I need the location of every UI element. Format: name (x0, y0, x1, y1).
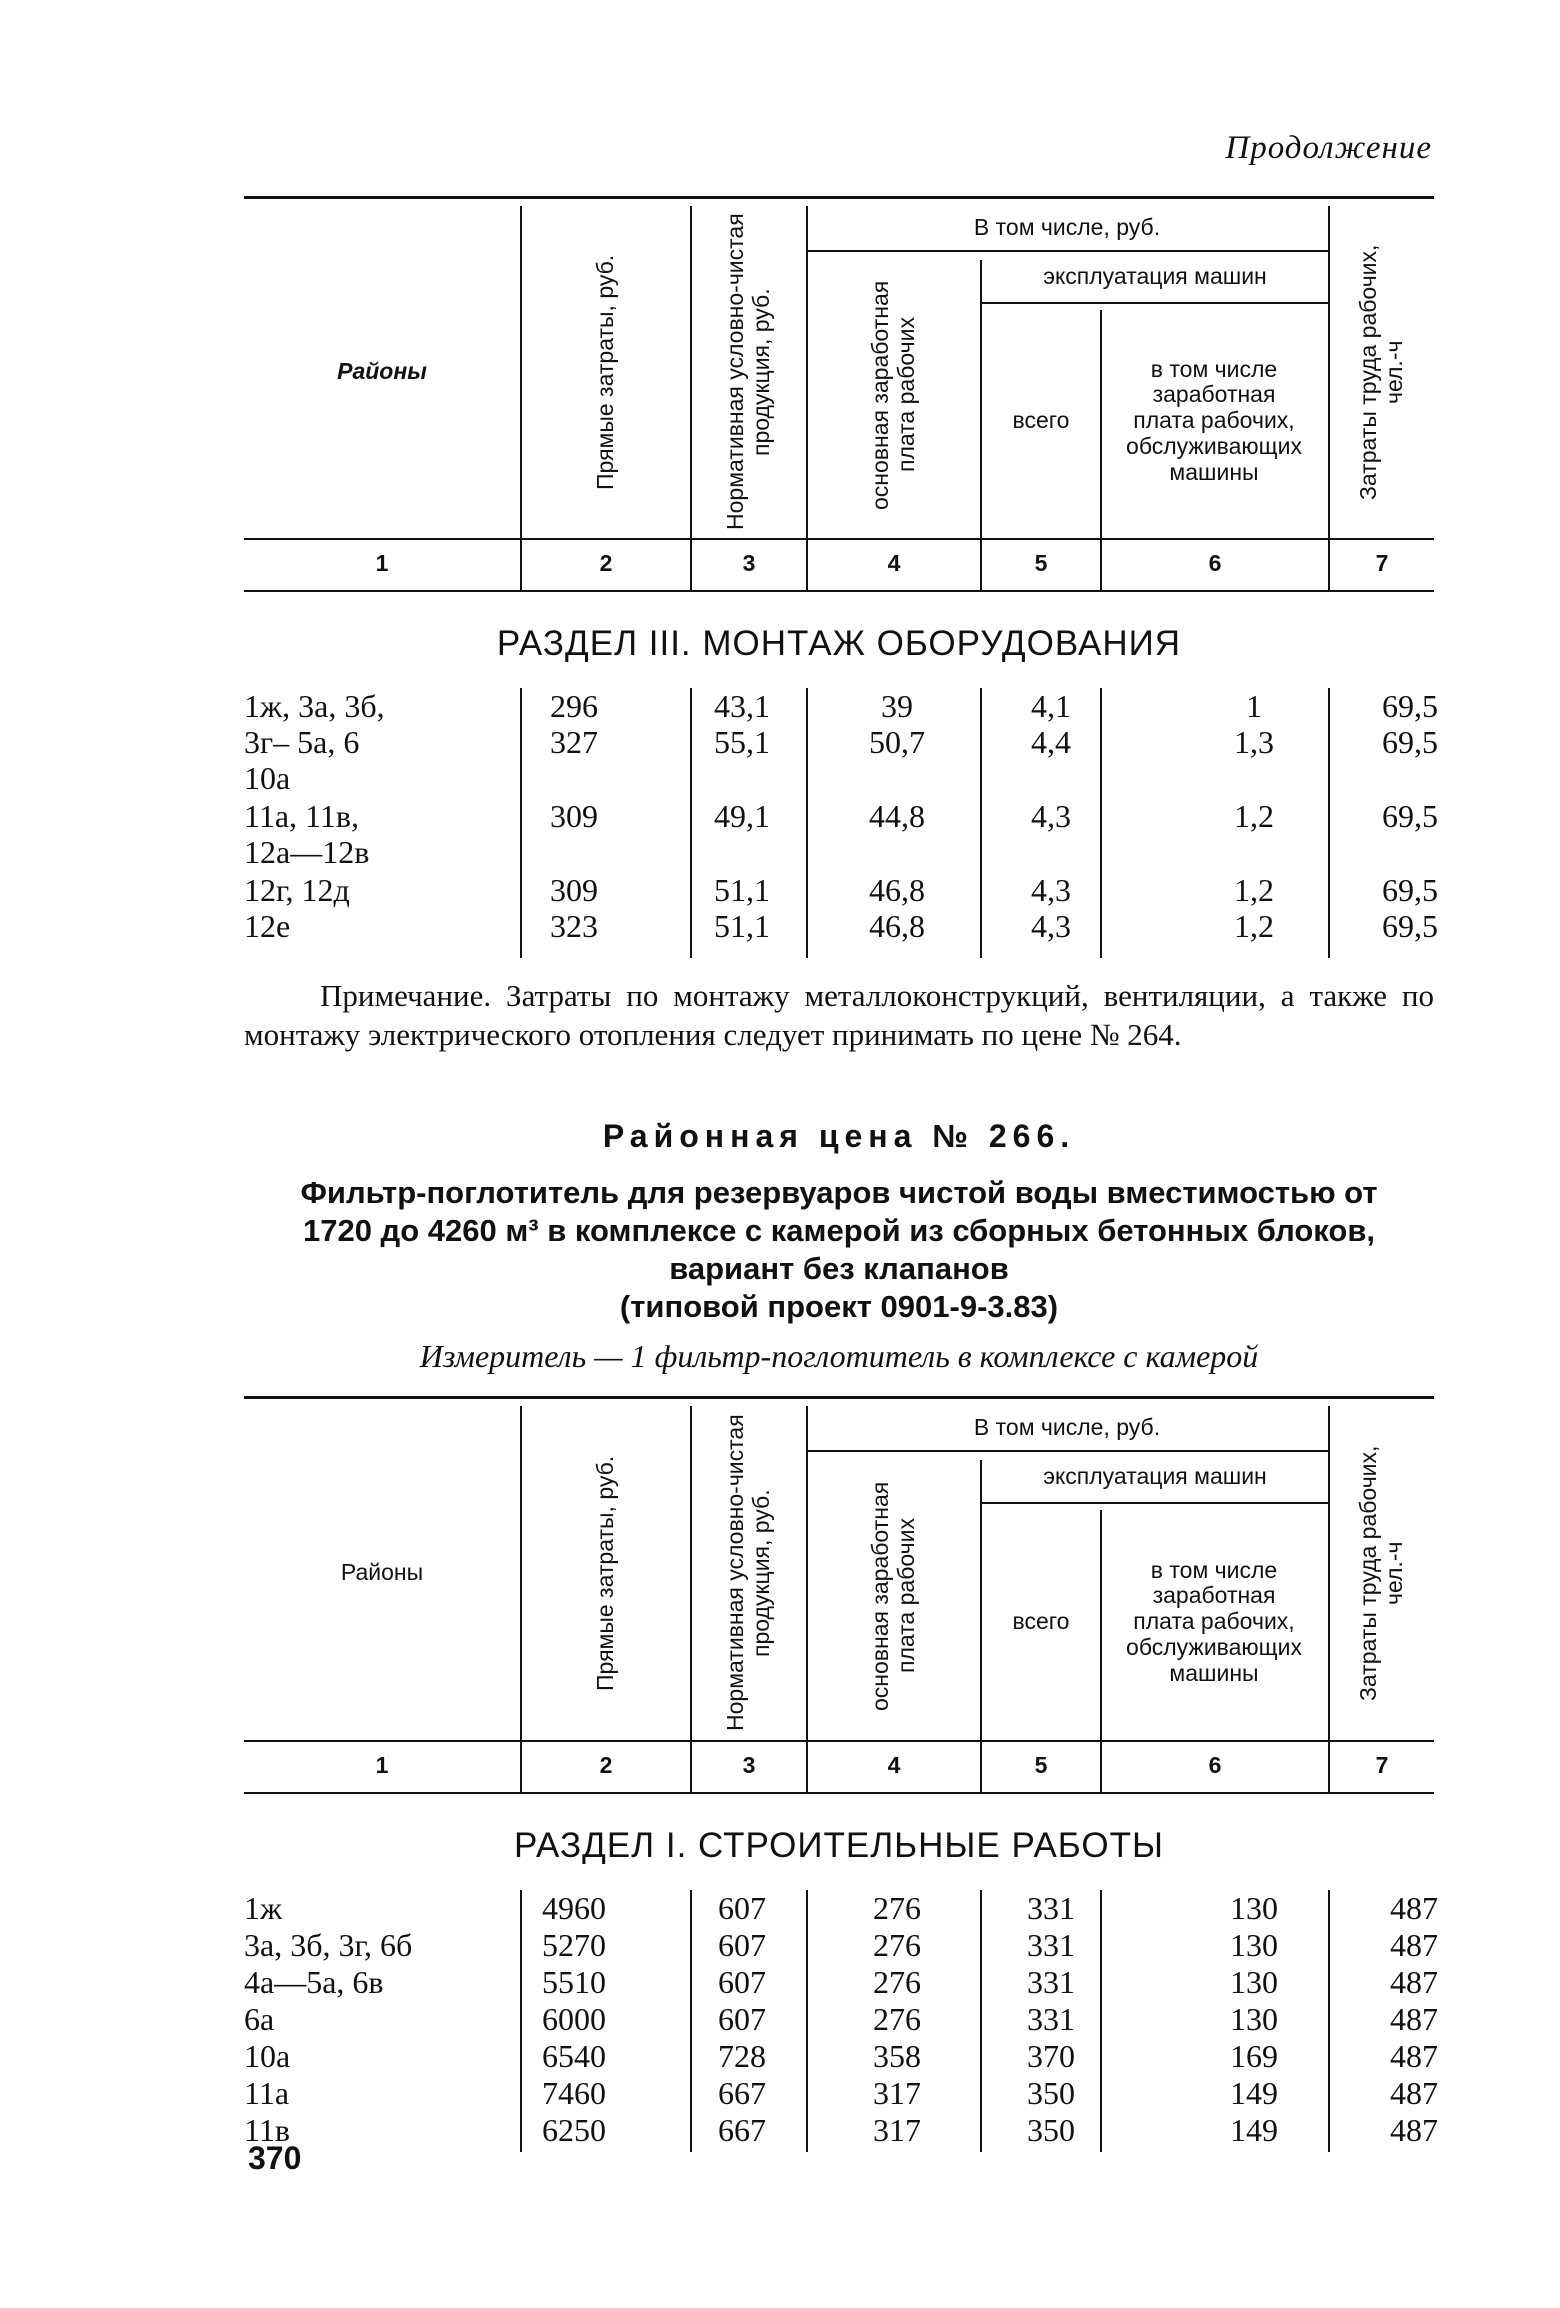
wages-cell: 46,8 (869, 872, 925, 908)
net-product-cell: 667 (718, 2075, 766, 2111)
header-total: всего (1012, 1608, 1070, 1635)
col-number: 2 (599, 1752, 613, 1778)
header-direct-costs-cell (522, 206, 690, 538)
machine-wages-cell: 1,2 (1234, 908, 1274, 944)
header-total: всего (1012, 407, 1070, 434)
section-title-2: РАЗДЕЛ I. СТРОИТЕЛЬНЫЕ РАБОТЫ (514, 1826, 1164, 1865)
district-cell: 4а—5а, 6в (244, 1964, 384, 2000)
district-cell: 10а (244, 2038, 291, 2074)
price-title-line: вариант без клапанов (669, 1251, 1009, 1286)
header-labor: Затраты труда рабочих, чел.-ч (1355, 244, 1407, 500)
direct-costs-cell: 5270 (542, 1927, 606, 1963)
machine-wages-cell: 130 (1230, 1964, 1278, 2000)
page-number: 370 (248, 2140, 302, 2176)
col-number: 4 (887, 550, 901, 576)
net-product-cell: 55,1 (714, 724, 770, 760)
table-row (244, 2038, 1438, 2076)
labor-cell: 487 (1390, 2075, 1438, 2111)
district-cell: 12а—12в (244, 834, 370, 870)
net-product-cell: 607 (718, 1964, 766, 2000)
direct-costs-cell: 323 (550, 908, 598, 944)
net-product-cell: 607 (718, 1927, 766, 1963)
col-number: 6 (1208, 550, 1222, 576)
wages-cell: 276 (873, 1927, 921, 1963)
col-number: 7 (1375, 550, 1389, 576)
header-labor: Затраты труда рабочих, чел.-ч (1355, 1445, 1407, 1701)
col-divider (1100, 1510, 1102, 1792)
district-cell: 6а (244, 2001, 275, 2037)
machine-wages-cell: 149 (1230, 2112, 1278, 2148)
labor-cell: 69,5 (1382, 688, 1438, 724)
machines-total-cell: 4,1 (1031, 688, 1071, 724)
measure-unit: Измеритель — 1 фильтр-поглотитель в комплексе с камерой (419, 1338, 1259, 1374)
price-title-line: (типовой проект 0901-9-3.83) (619, 1289, 1059, 1324)
col-number: 2 (599, 550, 613, 576)
table-row (244, 1927, 1438, 1965)
header-wages: основная заработная плата рабочих (867, 1481, 919, 1711)
header-mid-rule (244, 538, 1434, 540)
table-row (244, 2001, 1438, 2039)
header-direct-costs-cell (522, 1406, 690, 1740)
header-top-rule (244, 196, 1434, 199)
district-cell: 1ж, 3а, 3б, (244, 688, 385, 724)
net-product-cell: 607 (718, 2001, 766, 2037)
machines-total-cell: 4,3 (1031, 798, 1071, 834)
machine-wages-cell: 149 (1230, 2075, 1278, 2111)
header-direct-costs: Прямые затраты, руб. (592, 254, 619, 490)
machines-total-cell: 331 (1027, 1927, 1075, 1963)
labor-cell: 487 (1390, 2112, 1438, 2148)
header-machine-wages: в том числе заработная плата рабочих, обслуживающих машины (1126, 1556, 1302, 1686)
labor-cell: 69,5 (1382, 908, 1438, 944)
note-paragraph: Примечание. Затраты по монтажу металлоконструкций, вентиляции, а также по монтажу электрического отопления следует принимать по цене № 264. (244, 978, 1434, 1053)
machine-wages-cell: 130 (1230, 1890, 1278, 1926)
col-number: 4 (887, 1752, 901, 1778)
net-product-cell: 51,1 (714, 908, 770, 944)
wages-cell: 276 (873, 1964, 921, 2000)
wages-cell: 50,7 (869, 724, 925, 760)
col-number: 3 (742, 1752, 756, 1778)
price-title-line: 1720 до 4260 м³ в комплексе с камерой из сборных бетонных блоков, (302, 1213, 1375, 1248)
labor-cell: 69,5 (1382, 798, 1438, 834)
district-cell: 12г, 12д (244, 872, 350, 908)
col-number: 5 (1034, 1752, 1048, 1778)
section-title-1: РАЗДЕЛ III. МОНТАЖ ОБОРУДОВАНИЯ (496, 624, 1182, 663)
col-number: 3 (742, 550, 756, 576)
header-machines: эксплуатация машин (1043, 263, 1267, 290)
district-cell: 11в (244, 2112, 290, 2148)
table2-header (244, 1396, 1434, 1796)
table-row (244, 2075, 1438, 2113)
direct-costs-cell: 309 (550, 872, 598, 908)
col-number: 7 (1375, 1752, 1389, 1778)
machines-total-cell: 4,4 (1031, 724, 1071, 760)
direct-costs-cell: 6540 (542, 2038, 606, 2074)
district-cell: 3г– 5а, 6 (244, 724, 360, 760)
wages-cell: 276 (873, 1890, 921, 1926)
col-number: 5 (1034, 550, 1048, 576)
net-product-cell: 49,1 (714, 798, 770, 834)
labor-cell: 487 (1390, 2038, 1438, 2074)
header-mid-rule (244, 1740, 1434, 1742)
table1-header (244, 196, 1434, 592)
district-cell: 11а, 11в, (244, 798, 359, 834)
labor-cell: 487 (1390, 1964, 1438, 2000)
wages-cell: 317 (873, 2112, 921, 2148)
table2-body (244, 1890, 1438, 2152)
header-wages: основная заработная плата рабочих (867, 280, 919, 510)
wages-cell: 276 (873, 2001, 921, 2037)
machines-total-cell: 331 (1027, 2001, 1075, 2037)
machines-total-cell: 4,3 (1031, 872, 1071, 908)
wages-cell: 39 (881, 688, 913, 724)
machines-total-cell: 4,3 (1031, 908, 1071, 944)
labor-cell: 69,5 (1382, 724, 1438, 760)
header-bottom-rule (244, 590, 1434, 592)
col-number: 6 (1208, 1752, 1222, 1778)
col-number: 1 (375, 1752, 389, 1778)
labor-cell: 487 (1390, 2001, 1438, 2037)
table-row (244, 724, 1438, 762)
price-heading: Районная цена № 266. (602, 1118, 1076, 1154)
direct-costs-cell: 6250 (542, 2112, 606, 2148)
table-row (244, 1890, 1438, 1928)
price-title-line: Фильтр-поглотитель для резервуаров чистой воды вместимостью от (300, 1175, 1378, 1210)
table-row (244, 834, 1434, 872)
table-row (244, 688, 1438, 726)
direct-costs-cell: 6000 (542, 2001, 606, 2037)
direct-costs-cell: 7460 (542, 2075, 606, 2111)
direct-costs-cell: 4960 (542, 1890, 606, 1926)
net-product-cell: 51,1 (714, 872, 770, 908)
header-group: В том числе, руб. (973, 1414, 1161, 1441)
machines-total-cell: 350 (1027, 2112, 1075, 2148)
machine-wages-cell: 130 (1230, 1927, 1278, 1963)
wages-cell: 44,8 (869, 798, 925, 834)
header-districts: Районы (337, 358, 427, 385)
header-net-product-cell (692, 1406, 806, 1740)
machines-total-cell: 370 (1027, 2038, 1075, 2074)
col-divider (1100, 310, 1102, 590)
header-labor-cell (1330, 206, 1434, 538)
header-net-product: Нормативная условно-чистая продукция, руб. (722, 213, 774, 531)
table-row (244, 798, 1438, 836)
labor-cell: 487 (1390, 1927, 1438, 1963)
district-cell: 3а, 3б, 3г, 6б (244, 1927, 413, 1963)
net-product-cell: 43,1 (714, 688, 770, 724)
machines-total-cell: 331 (1027, 1964, 1075, 2000)
header-wages-cell (808, 1452, 980, 1740)
wages-cell: 317 (873, 2075, 921, 2111)
machine-wages-cell: 169 (1230, 2038, 1278, 2074)
header-net-product: Нормативная условно-чистая продукция, руб. (722, 1414, 774, 1732)
table-row (244, 760, 1434, 798)
wages-cell: 46,8 (869, 908, 925, 944)
header-wages-cell (808, 252, 980, 538)
net-product-cell: 607 (718, 1890, 766, 1926)
table-row (244, 872, 1438, 910)
col-number: 1 (375, 550, 389, 576)
continued-label: Продолжение (1225, 130, 1432, 166)
district-cell: 11а (244, 2075, 290, 2111)
district-cell: 10а (244, 760, 291, 796)
table-row (244, 908, 1438, 946)
direct-costs-cell: 309 (550, 798, 598, 834)
net-product-cell: 728 (718, 2038, 766, 2074)
header-bottom-rule (244, 1792, 1434, 1794)
machine-wages-cell: 1 (1246, 688, 1262, 724)
labor-cell: 487 (1390, 1890, 1438, 1926)
machine-wages-cell: 1,2 (1234, 872, 1274, 908)
header-group: В том числе, руб. (973, 214, 1161, 241)
header-labor-cell (1330, 1406, 1434, 1740)
table1-body (244, 688, 1438, 958)
header-machines: эксплуатация машин (1043, 1463, 1267, 1490)
header-machine-wages: в том числе заработная плата рабочих, обслуживающих машины (1126, 355, 1302, 485)
machines-total-cell: 331 (1027, 1890, 1075, 1926)
direct-costs-cell: 327 (550, 724, 598, 760)
header-districts: Районы (340, 1559, 424, 1586)
table-row (244, 2112, 1438, 2150)
direct-costs-cell: 296 (550, 688, 598, 724)
machines-total-cell: 350 (1027, 2075, 1075, 2111)
machine-wages-cell: 130 (1230, 2001, 1278, 2037)
district-cell: 12е (244, 908, 291, 944)
table-row (244, 1964, 1438, 2002)
machine-wages-cell: 1,2 (1234, 798, 1274, 834)
labor-cell: 69,5 (1382, 872, 1438, 908)
header-direct-costs: Прямые затраты, руб. (592, 1455, 619, 1691)
net-product-cell: 667 (718, 2112, 766, 2148)
header-net-product-cell (692, 206, 806, 538)
wages-cell: 358 (873, 2038, 921, 2074)
header-top-rule (244, 1396, 1434, 1399)
district-cell: 1ж (244, 1890, 283, 1926)
machine-wages-cell: 1,3 (1234, 724, 1274, 760)
direct-costs-cell: 5510 (542, 1964, 606, 2000)
